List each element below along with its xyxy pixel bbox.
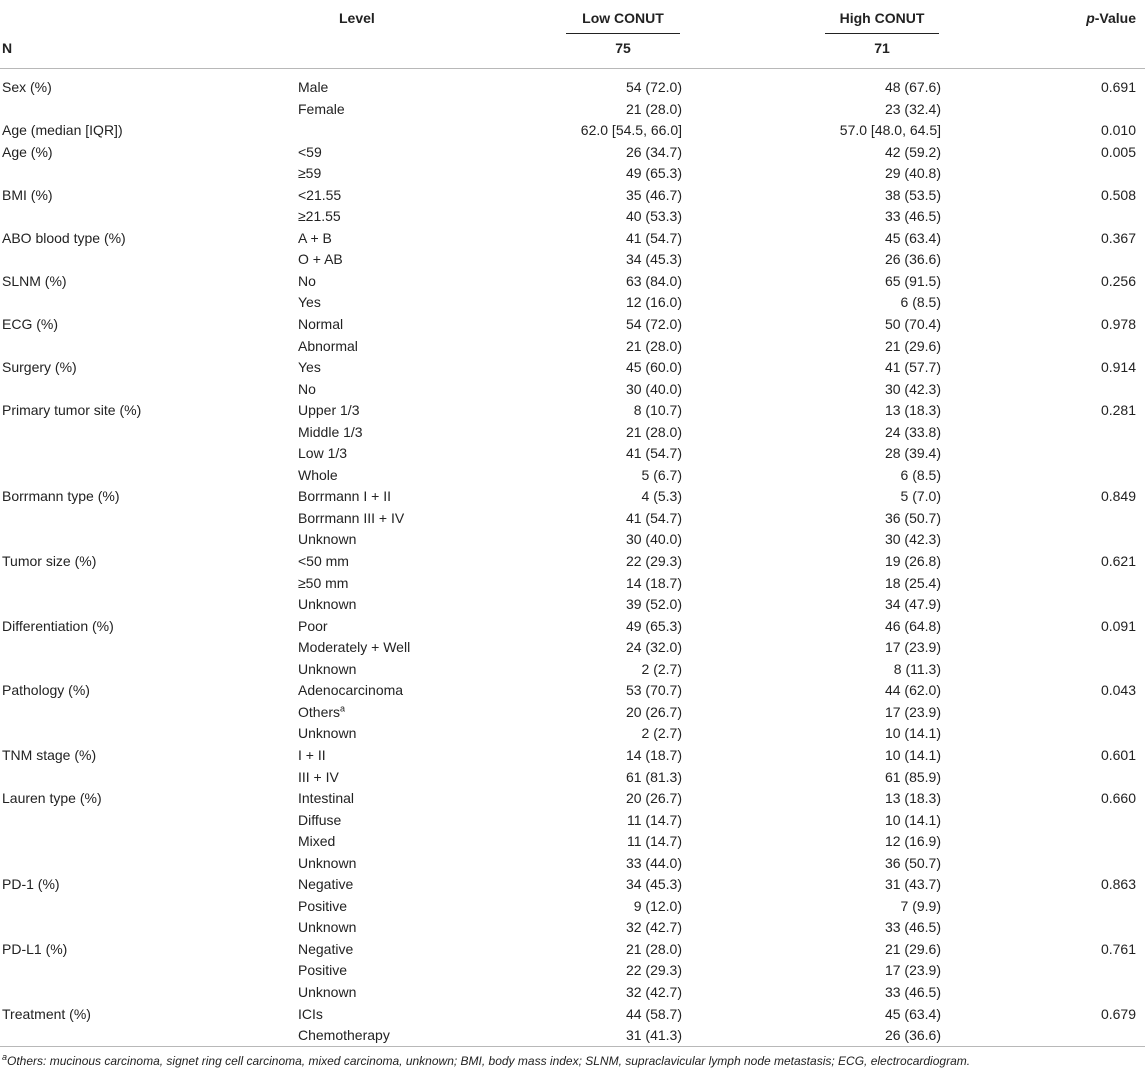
table-row [0, 767, 1145, 789]
row-high-conut: 6 (8.5) [900, 294, 941, 311]
row-level: ≥50 mm [298, 574, 349, 591]
table-row [0, 573, 1145, 595]
row-level: Normal [298, 316, 344, 333]
header-p-italic: p [1086, 10, 1095, 26]
row-level: Borrmann III + IV [298, 509, 405, 526]
header-low-conut: Low CONUT [582, 10, 664, 26]
row-level: I + II [298, 746, 326, 763]
row-low-conut: 63 (84.0) [625, 272, 682, 289]
table-row [0, 637, 1145, 659]
row-low-conut: 41 (54.7) [625, 229, 682, 246]
row-level: Borrmann I + II [298, 488, 391, 505]
row-p-value: 0.660 [1100, 790, 1136, 807]
footnote-marker: a [2, 1052, 8, 1062]
row-low-conut: 33 (44.0) [625, 854, 682, 871]
row-high-conut: 33 (46.5) [884, 983, 941, 1000]
row-variable: Treatment (%) [2, 1005, 91, 1022]
table-row [0, 659, 1145, 681]
table-row [0, 831, 1145, 853]
table-row [0, 529, 1145, 551]
table-row [0, 594, 1145, 616]
row-p-value: 0.281 [1100, 402, 1136, 419]
row-high-conut: 44 (62.0) [884, 682, 941, 699]
row-variable: PD-1 (%) [2, 876, 60, 893]
row-variable: Lauren type (%) [2, 790, 102, 807]
table-row [0, 314, 1145, 336]
row-high-conut: 7 (9.9) [900, 897, 941, 914]
row-level: Unknown [298, 596, 357, 613]
row-p-value: 0.601 [1100, 746, 1136, 763]
table-row [0, 982, 1145, 1004]
row-level: No [298, 380, 316, 397]
row-level: Yes [298, 294, 321, 311]
row-low-conut: 24 (32.0) [625, 639, 682, 656]
table-row [0, 810, 1145, 832]
row-level: Mixed [298, 833, 336, 850]
row-level: ICIs [298, 1005, 323, 1022]
row-low-conut: 41 (54.7) [625, 509, 682, 526]
header-level: Level [339, 10, 375, 26]
row-low-conut: 61 (81.3) [625, 768, 682, 785]
row-low-conut: 8 (10.7) [633, 402, 682, 419]
row-low-conut: 49 (65.3) [625, 617, 682, 634]
row-level: Positive [298, 962, 348, 979]
row-low-conut: 20 (26.7) [625, 703, 682, 720]
header-n-low: 75 [615, 40, 631, 56]
row-low-conut: 26 (34.7) [625, 143, 682, 160]
row-variable: TNM stage (%) [2, 746, 97, 763]
row-high-conut: 12 (16.9) [884, 833, 941, 850]
row-high-conut: 17 (23.9) [884, 703, 941, 720]
table-row [0, 960, 1145, 982]
row-level: A + B [298, 229, 332, 246]
row-level: Unknown [298, 919, 357, 936]
table-row [0, 917, 1145, 939]
row-p-value: 0.005 [1100, 143, 1136, 160]
row-level: Unknown [298, 983, 357, 1000]
table-footnote [2, 1054, 970, 1068]
row-variable: Borrmann type (%) [2, 488, 120, 505]
row-level: Poor [298, 617, 328, 634]
row-high-conut: 57.0 [48.0, 64.5] [839, 122, 941, 139]
table-row [0, 939, 1145, 961]
row-variable: Pathology (%) [2, 682, 90, 699]
header-high-underline [825, 33, 939, 34]
row-low-conut: 54 (72.0) [625, 316, 682, 333]
row-variable: Tumor size (%) [2, 553, 97, 570]
row-level: III + IV [298, 768, 339, 785]
row-level: Negative [298, 876, 354, 893]
row-level: ≥21.55 [298, 208, 341, 225]
row-p-value: 0.849 [1100, 488, 1136, 505]
row-level: Low 1/3 [298, 445, 348, 462]
row-level: Middle 1/3 [298, 423, 363, 440]
row-p-value: 0.621 [1100, 553, 1136, 570]
table-row [0, 99, 1145, 121]
row-high-conut: 29 (40.8) [884, 165, 941, 182]
row-high-conut: 48 (67.6) [884, 79, 941, 95]
row-low-conut: 4 (5.3) [641, 488, 682, 505]
row-p-value: 0.914 [1100, 359, 1136, 376]
table-body [0, 77, 1145, 1047]
row-low-conut: 31 (41.3) [625, 1027, 682, 1044]
table-row [0, 680, 1145, 702]
row-level: O + AB [298, 251, 343, 268]
row-low-conut: 2 (2.7) [641, 660, 682, 677]
row-level: Diffuse [298, 811, 342, 828]
table-row [0, 163, 1145, 185]
row-level: Unknown [298, 531, 357, 548]
table-row [0, 702, 1145, 724]
row-level: <21.55 [298, 186, 342, 203]
table-row [0, 400, 1145, 422]
table-row [0, 896, 1145, 918]
row-low-conut: 21 (28.0) [625, 423, 682, 440]
row-level: Negative [298, 940, 354, 957]
row-high-conut: 6 (8.5) [900, 466, 941, 483]
row-level: Intestinal [298, 790, 355, 807]
row-low-conut: 34 (45.3) [625, 876, 682, 893]
row-low-conut: 9 (12.0) [633, 897, 682, 914]
table-row [0, 874, 1145, 896]
row-p-value: 0.679 [1100, 1005, 1136, 1022]
row-low-conut: 45 (60.0) [625, 359, 682, 376]
table-row [0, 228, 1145, 250]
row-low-conut: 49 (65.3) [625, 165, 682, 182]
row-variable: Primary tumor site (%) [2, 402, 142, 419]
row-level: Moderately + Well [298, 639, 411, 656]
row-high-conut: 50 (70.4) [884, 316, 941, 333]
row-level: Whole [298, 466, 338, 483]
row-high-conut: 5 (7.0) [900, 488, 941, 505]
table-row [0, 508, 1145, 530]
row-low-conut: 21 (28.0) [625, 337, 682, 354]
row-level: Unknown [298, 854, 357, 871]
table-row [0, 336, 1145, 358]
row-high-conut: 41 (57.7) [884, 359, 941, 376]
row-high-conut: 65 (91.5) [884, 272, 941, 289]
row-level-footnote-marker: a [340, 703, 346, 714]
row-low-conut: 41 (54.7) [625, 445, 682, 462]
row-high-conut: 26 (36.6) [884, 251, 941, 268]
table-row [0, 1004, 1145, 1026]
row-variable: SLNM (%) [2, 272, 67, 289]
row-high-conut: 17 (23.9) [884, 962, 941, 979]
row-low-conut: 20 (26.7) [625, 790, 682, 807]
table-row [0, 1025, 1145, 1047]
row-low-conut: 2 (2.7) [641, 725, 682, 742]
table-row [0, 853, 1145, 875]
row-high-conut: 19 (26.8) [884, 553, 941, 570]
row-variable: Differentiation (%) [2, 617, 114, 634]
row-variable: Sex (%) [2, 79, 52, 95]
row-high-conut: 28 (39.4) [884, 445, 941, 462]
table-row [0, 142, 1145, 164]
header-p-suffix: -Value [1094, 10, 1136, 26]
row-high-conut: 26 (36.6) [884, 1027, 941, 1044]
row-high-conut: 8 (11.3) [893, 660, 941, 677]
row-high-conut: 10 (14.1) [884, 811, 941, 828]
row-low-conut: 40 (53.3) [625, 208, 682, 225]
row-high-conut: 10 (14.1) [884, 725, 941, 742]
footnote-text: Others: mucinous carcinoma, signet ring cell carcinoma, mixed carcinoma, unknown; BMI, body mass index; SLNM, supraclavicular lymph node metastasis; ECG, electrocardiogram. [7, 1054, 971, 1068]
table-row [0, 249, 1145, 271]
row-p-value: 0.691 [1100, 79, 1136, 95]
row-low-conut: 14 (18.7) [625, 746, 682, 763]
row-variable: PD-L1 (%) [2, 940, 68, 957]
row-level: Unknown [298, 660, 357, 677]
row-high-conut: 18 (25.4) [884, 574, 941, 591]
row-level [298, 704, 345, 721]
row-low-conut: 39 (52.0) [625, 596, 682, 613]
table-row [0, 745, 1145, 767]
table-row [0, 486, 1145, 508]
row-level: ≥59 [298, 165, 322, 182]
row-p-value: 0.761 [1100, 940, 1136, 957]
row-low-conut: 14 (18.7) [625, 574, 682, 591]
row-high-conut: 45 (63.4) [884, 229, 941, 246]
row-level: <50 mm [298, 553, 349, 570]
row-variable: Age (median [IQR]) [2, 122, 123, 139]
row-low-conut: 32 (42.7) [625, 983, 682, 1000]
row-p-value: 0.367 [1100, 229, 1136, 246]
table-row [0, 357, 1145, 379]
row-high-conut: 33 (46.5) [884, 919, 941, 936]
table-bottom-rule [0, 1046, 1145, 1047]
row-high-conut: 34 (47.9) [884, 596, 941, 613]
table-row [0, 616, 1145, 638]
row-high-conut: 45 (63.4) [884, 1005, 941, 1022]
row-low-conut: 35 (46.7) [625, 186, 682, 203]
table-header [0, 0, 1145, 69]
row-high-conut: 61 (85.9) [884, 768, 941, 785]
row-level: Adenocarcinoma [298, 682, 404, 699]
row-level-text: Others [298, 703, 341, 720]
row-level: Yes [298, 359, 321, 376]
row-low-conut: 11 (14.7) [627, 811, 682, 828]
row-level: Chemotherapy [298, 1027, 390, 1044]
row-level: Male [298, 79, 329, 95]
row-variable: Surgery (%) [2, 359, 77, 376]
row-level: Female [298, 100, 345, 117]
row-high-conut: 17 (23.9) [884, 639, 941, 656]
row-level: Positive [298, 897, 348, 914]
row-low-conut: 21 (28.0) [625, 100, 682, 117]
row-high-conut: 46 (64.8) [884, 617, 941, 634]
row-high-conut: 42 (59.2) [884, 143, 941, 160]
header-n-label: N [2, 40, 13, 56]
table-row [0, 271, 1145, 293]
row-low-conut: 12 (16.0) [625, 294, 682, 311]
row-low-conut: 32 (42.7) [625, 919, 682, 936]
row-high-conut: 21 (29.6) [884, 940, 941, 957]
table-row [0, 120, 1145, 142]
row-high-conut: 21 (29.6) [884, 337, 941, 354]
row-level: <59 [298, 143, 322, 160]
row-low-conut: 22 (29.3) [625, 553, 682, 570]
row-low-conut: 30 (40.0) [625, 380, 682, 397]
row-level: No [298, 272, 316, 289]
table-row [0, 723, 1145, 745]
row-p-value: 0.256 [1100, 272, 1136, 289]
row-high-conut: 33 (46.5) [884, 208, 941, 225]
header-low-underline [566, 33, 680, 34]
row-low-conut: 34 (45.3) [625, 251, 682, 268]
row-low-conut: 11 (14.7) [627, 833, 682, 850]
table-row [0, 379, 1145, 401]
row-level: Upper 1/3 [298, 402, 360, 419]
row-high-conut: 31 (43.7) [884, 876, 941, 893]
row-low-conut: 5 (6.7) [641, 466, 682, 483]
row-p-value: 0.508 [1100, 186, 1136, 203]
table-row [0, 551, 1145, 573]
row-high-conut: 36 (50.7) [884, 509, 941, 526]
row-low-conut: 22 (29.3) [625, 962, 682, 979]
row-low-conut: 54 (72.0) [625, 79, 682, 95]
row-low-conut: 30 (40.0) [625, 531, 682, 548]
row-level: Unknown [298, 725, 357, 742]
row-high-conut: 13 (18.3) [884, 402, 941, 419]
row-level: Abnormal [298, 337, 358, 354]
row-p-value: 0.010 [1100, 122, 1136, 139]
row-high-conut: 30 (42.3) [884, 380, 941, 397]
row-low-conut: 62.0 [54.5, 66.0] [580, 122, 682, 139]
header-n-high: 71 [874, 40, 890, 56]
header-high-conut: High CONUT [839, 10, 925, 26]
row-high-conut: 13 (18.3) [884, 790, 941, 807]
row-variable: ECG (%) [2, 316, 58, 333]
row-high-conut: 36 (50.7) [884, 854, 941, 871]
table-row [0, 77, 1145, 99]
table-row [0, 443, 1145, 465]
row-variable: Age (%) [2, 143, 53, 160]
row-low-conut: 53 (70.7) [625, 682, 682, 699]
row-high-conut: 30 (42.3) [884, 531, 941, 548]
row-p-value: 0.978 [1100, 316, 1136, 333]
table-row [0, 292, 1145, 314]
header-p-value [1086, 10, 1136, 26]
table-row [0, 206, 1145, 228]
row-high-conut: 24 (33.8) [884, 423, 941, 440]
table-row [0, 788, 1145, 810]
row-high-conut: 10 (14.1) [884, 746, 941, 763]
row-p-value: 0.091 [1100, 617, 1136, 634]
row-high-conut: 38 (53.5) [884, 186, 941, 203]
row-high-conut: 23 (32.4) [884, 100, 941, 117]
row-low-conut: 44 (58.7) [625, 1005, 682, 1022]
row-variable: ABO blood type (%) [2, 229, 126, 246]
table-row [0, 422, 1145, 444]
row-low-conut: 21 (28.0) [625, 940, 682, 957]
row-p-value: 0.043 [1100, 682, 1136, 699]
table-row [0, 185, 1145, 207]
row-p-value: 0.863 [1100, 876, 1136, 893]
table-row [0, 465, 1145, 487]
row-variable: BMI (%) [2, 186, 53, 203]
